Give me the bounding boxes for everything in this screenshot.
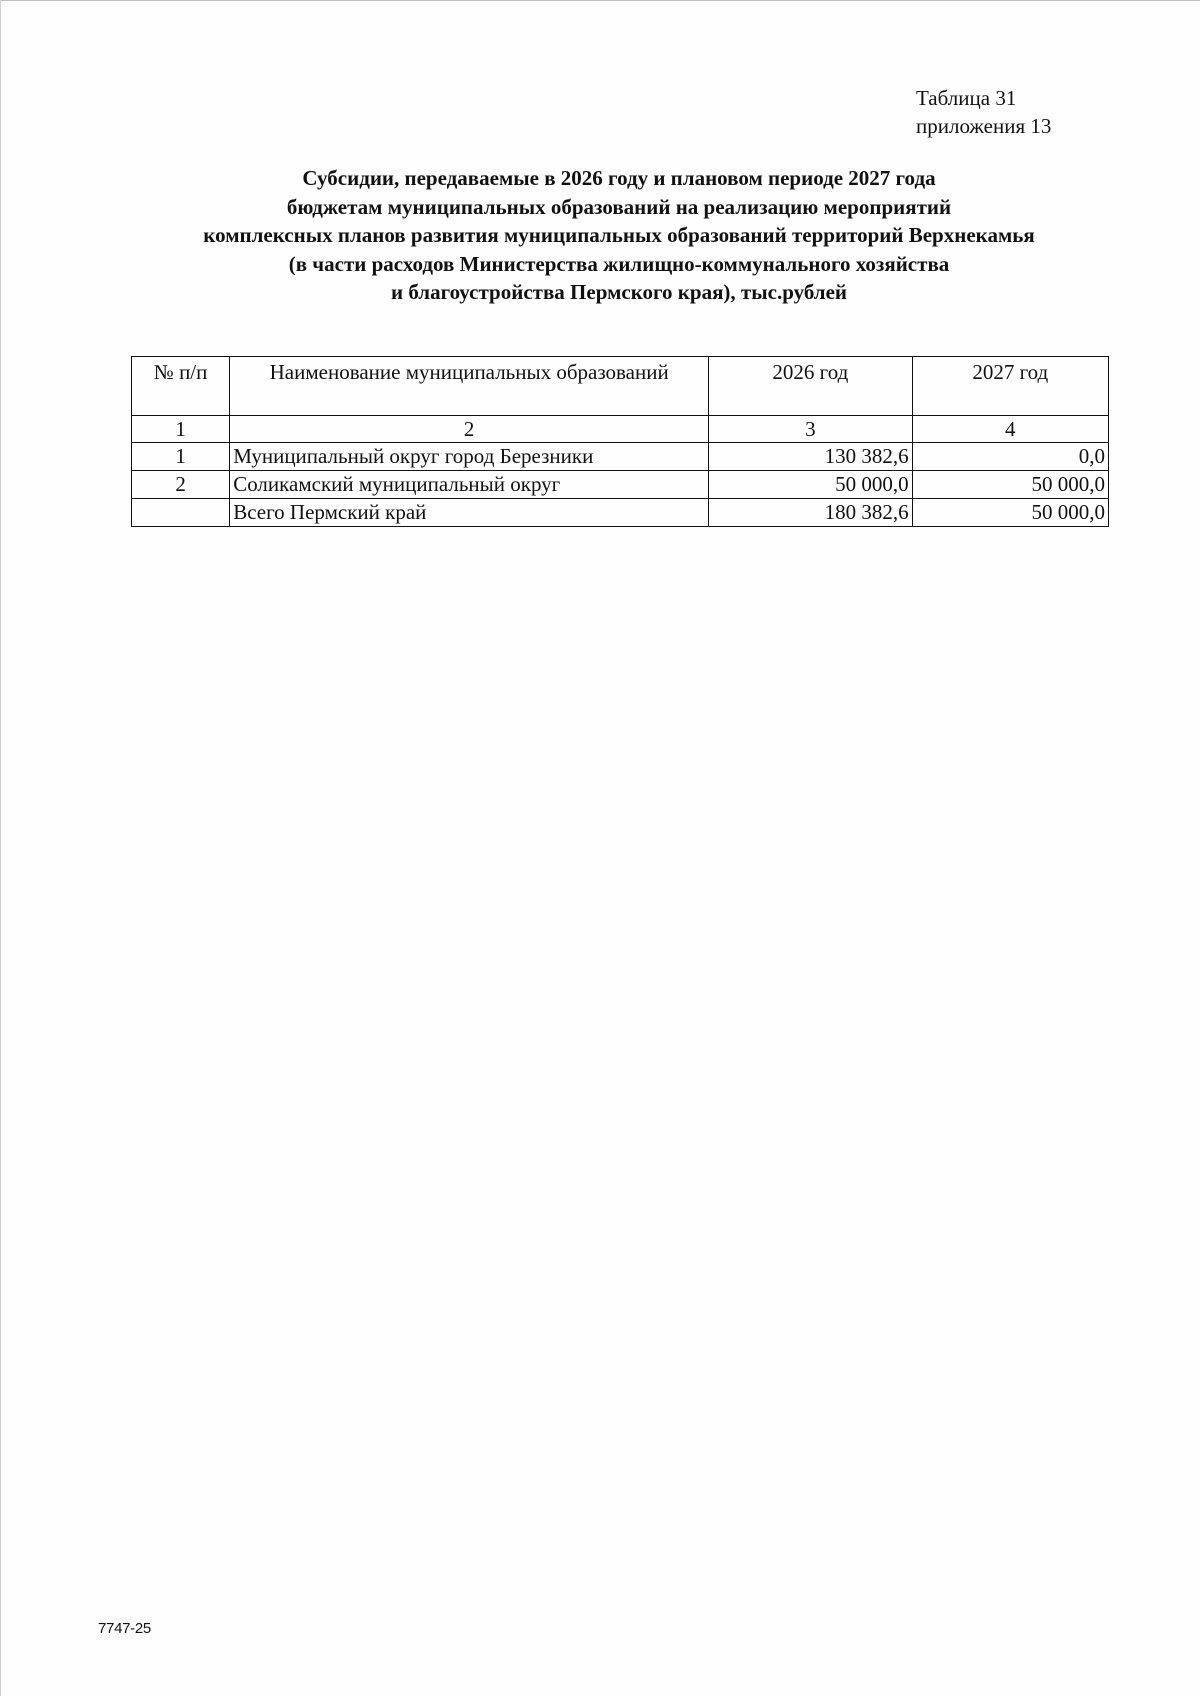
table-row xyxy=(132,471,1109,499)
title-line: (в части расходов Министерства жилищно-коммунального хозяйства xyxy=(288,251,950,276)
total-row xyxy=(132,499,1109,527)
scan-edge-left xyxy=(0,0,1,1696)
column-number-cell: 1 xyxy=(132,416,230,443)
title-line: комплексных планов развития муниципальных образований территорий Верхнекамья xyxy=(203,223,1035,247)
header-cell-2027: 2027 год xyxy=(912,357,1108,416)
row-value-2027: 0,0 xyxy=(912,443,1108,471)
subsidies-table xyxy=(131,356,1109,527)
row-value-2026: 130 382,6 xyxy=(709,443,912,471)
column-number-cell: 3 xyxy=(709,416,912,443)
title-line: Субсидии, передаваемые в 2026 году и плановом периоде 2027 года xyxy=(302,166,936,190)
title-line: бюджетам муниципальных образований на реализацию мероприятий xyxy=(286,194,952,219)
document-title xyxy=(120,164,1118,307)
scan-edge-top xyxy=(0,0,1200,1)
row-number: 1 xyxy=(132,443,230,471)
row-name: Соликамский муниципальный округ xyxy=(230,471,709,499)
row-name: Муниципальный округ город Березники xyxy=(230,443,709,471)
table-header-row xyxy=(132,357,1109,416)
total-name: Всего Пермский край xyxy=(230,499,709,527)
table-label: Таблица 31 xyxy=(916,86,1017,110)
column-number-cell: 4 xyxy=(912,416,1108,443)
total-value-2027: 50 000,0 xyxy=(912,499,1108,527)
row-number: 2 xyxy=(132,471,230,499)
table-row xyxy=(132,443,1109,471)
total-number xyxy=(132,499,230,527)
total-value-2026: 180 382,6 xyxy=(709,499,912,527)
header-cell-2026: 2026 год xyxy=(709,357,912,416)
row-value-2026: 50 000,0 xyxy=(709,471,912,499)
column-number-row xyxy=(132,416,1109,443)
title-line: и благоустройства Пермского края), тыс.рублей xyxy=(390,280,848,304)
table-reference xyxy=(916,84,1051,140)
appendix-label: приложения 13 xyxy=(916,114,1052,138)
row-value-2027: 50 000,0 xyxy=(912,471,1108,499)
header-cell-name: Наименование муниципальных образований xyxy=(230,357,709,416)
header-cell-number: № п/п xyxy=(132,357,230,416)
document-code: 7747-25 xyxy=(98,1620,151,1637)
column-number-cell: 2 xyxy=(230,416,709,443)
